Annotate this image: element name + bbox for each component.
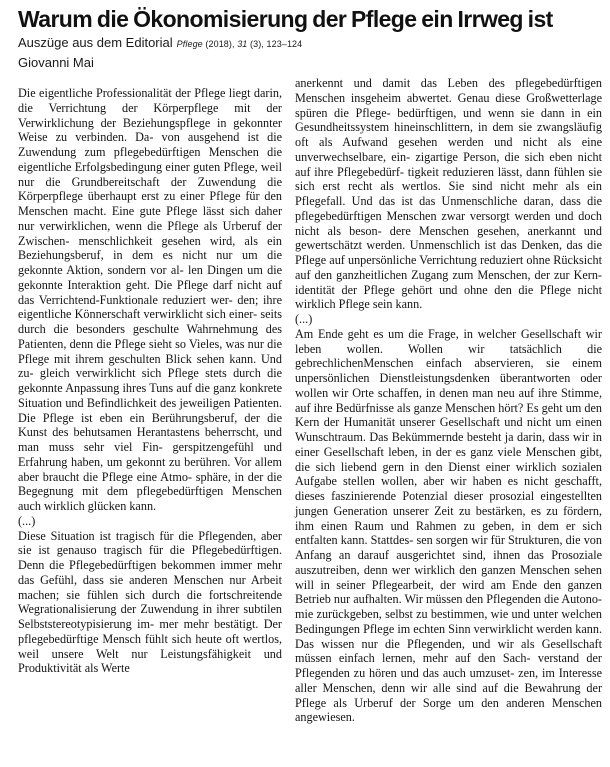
omission-mark-left: (...) — [18, 513, 36, 528]
subtitle-text: Auszüge aus dem Editorial — [18, 35, 173, 50]
reference-issue-pages: (3), 123–124 — [247, 39, 303, 49]
author-name: Giovanni Mai — [18, 55, 94, 70]
paragraph-left-2: Diese Situation ist tragisch für die Pflegenden, aber sie ist genauso tragisch für die Pflegebedürftigen. Denn die Pflegebedürftigen bekommen immer mehr das Gefühl, dass sie anderen Menschen nur Arbeit machen; sie fühlen sich durch die fortschreitende Wegrationalisierung der Zuwendung in ihrer subtilen Selbststereotypisierung im- mer mehr bestätigt. Der pflegebedürftige Mensch fühlt sich heute oft wertlos, weil unsere Welt nur Leistungsfähigkeit und Produktivität als Werte — [18, 528, 282, 676]
journal-name: Pflege — [176, 39, 203, 49]
paragraph-right-1: anerkennt und damit das Leben des pflegebedürftigen Menschen insgeheim abwertet. Genau diese Großwetterlage spüren die Pflege- bedürftigen, und wenn sie dann in ein Gesundheitssystem hineinschlittern, in dem sie zwangsläufig oft als Aufwand gesehen werden und nicht als eine unverwechselbare, ein- zigartige Person, die sich eben nicht auf ihre Pflegebedürf- tigkeit reduzieren lässt, dann fühlen sie sich erst recht als wertlos. Sie sind nicht mehr als ein Pflegefall. Und das ist das Unmenschliche daran, dass die pflegebedürftigen Menschen zwar versorgt werden und doch nicht als beson- dere Menschen gesehen, anerkannt und gewertschätzt werden. Unmenschlich ist das Denken, das die Pflege auf unpersönliche Verrichtung reduziert ohne Rücksicht auf den ganzheitlichen Zugang zum Menschen, der zur Kern- identität der Pflege gehört und ohne den die Pflege nicht wirklich Pflege sein kann. — [295, 76, 602, 312]
article-subtitle — [18, 35, 302, 52]
reference-volume: 31 — [237, 39, 248, 49]
text-column-left — [18, 86, 282, 676]
paragraph-right-2: Am Ende geht es um die Frage, in welcher Gesellschaft wir leben wollen. Wollen wir tatsächlich die gebrechlichenMenschen einfach abservieren, sie einem unpersönlichen Dienstleistungsdenken überantworten oder wollen wir Orte schaffen, in denen man neu auf ihre Stimme, auf ihre Bedürfnisse als ganze Menschen hört? Es geht um den Kern der Humanität unserer Gesellschaft und nicht um einen Wunschtraum. Das Bekümmernde besteht ja darin, dass wir in einer Gesellschaft leben, in der es ganz viele Menschen gibt, die sich liebend gern in den Dienst einer wirklich sozialen Aufgabe stellen wollen, aber wir haben es nicht geschafft, dieses faszinierende Potenzial dieser prosozial eingestellten jungen Generation unserer Zeit zu bestärken, es zu fördern, ihm einen Raum und Rahmen zu geben, in dem er sich entfalten kann. Stattdes- sen sorgen wir für Strukturen, die von Anfang an darauf ausgerichtet sind, ihnen das Prosoziale auszutreiben, denn wer wirklich den ganzen Menschen sehen will in seiner Pflegearbeit, der wird am Ende den ganzen Betrieb nur aufhalten. Wir müssen den Pflegenden die Autono- mie zurückgeben, selbst zu bestimmen, wie und unter welchen Bedingungen Pflege im echten Sinn verwirklicht werden kann. Das wissen nur die Pflegenden, und wir als Gesellschaft müssen einfach lernen, mehr auf den Sach- verstand der Pflegenden zu hören und das auch umzuset- zen, im Interesse aller Menschen, denn wir alle sind auf die Bewahrung der Pflege als Urberuf der Sorge um den anderen Menschen angewiesen. — [295, 326, 602, 725]
journal-reference — [177, 39, 303, 49]
paragraph-left-1: Die eigentliche Professionalität der Pflege liegt darin, die Verrichtung der Körperpflege mit der Verwirklichung der Beziehungspflege in gekonnter Weise zu verbinden. Da- von ausgehend ist die Zuwendung zum pflegebedürftigen Menschen die eigentliche Erfolgsbedingung einer guten Pflege, weil nur die Grundbereitschaft der Zuwendung die Körperpflege überhaupt erst zu einer Pflege für den Menschen macht. Eine gute Pflege lässt sich daher nur verwirklichen, wenn die Pflege als Urberuf der Zwischen- menschlichkeit gesehen wird, als ein Beziehungsberuf, in dem es nicht nur um die gekonnte Aktion, sondern vor al- len Dingen um die gekonnte Interaktion geht. Die Pflege darf nicht auf das Verrichtend-Funktionale reduziert wer- den; ihre eigentliche Könnerschaft verwirklicht sich einer- seits durch die besonders geschulte Wahrnehmung des Patienten, denn die Pflege sieht so Vieles, was nur die Pflege mit ihrem geschulten Blick sehen kann. Und zu- gleich verwirklicht sich Pflege stets durch die gekonnte Anpassung ihres Tuns auf die ganz konkrete Situation und Befindlichkeit des jeweiligen Patienten. Die Pflege ist eben ein Berührungsberuf, der die Kunst des behutsamen Herantastens beherrscht, und man muss sehr viel Fin- gerspitzengefühl und Erfahrung haben, um gekonnt zu berühren. Vor allem aber braucht die Pflege eine Atmo- sphäre, in der die Begegnung mit dem pflegebedürftigen Menschen auch wirklich glücken kann. — [18, 86, 282, 513]
text-column-right — [295, 76, 602, 725]
reference-year: (2018), — [202, 39, 238, 49]
article-title: Warum die Ökonomisierung der Pflege ein Irrweg ist — [18, 6, 553, 32]
omission-mark-right: (...) — [295, 312, 313, 326]
